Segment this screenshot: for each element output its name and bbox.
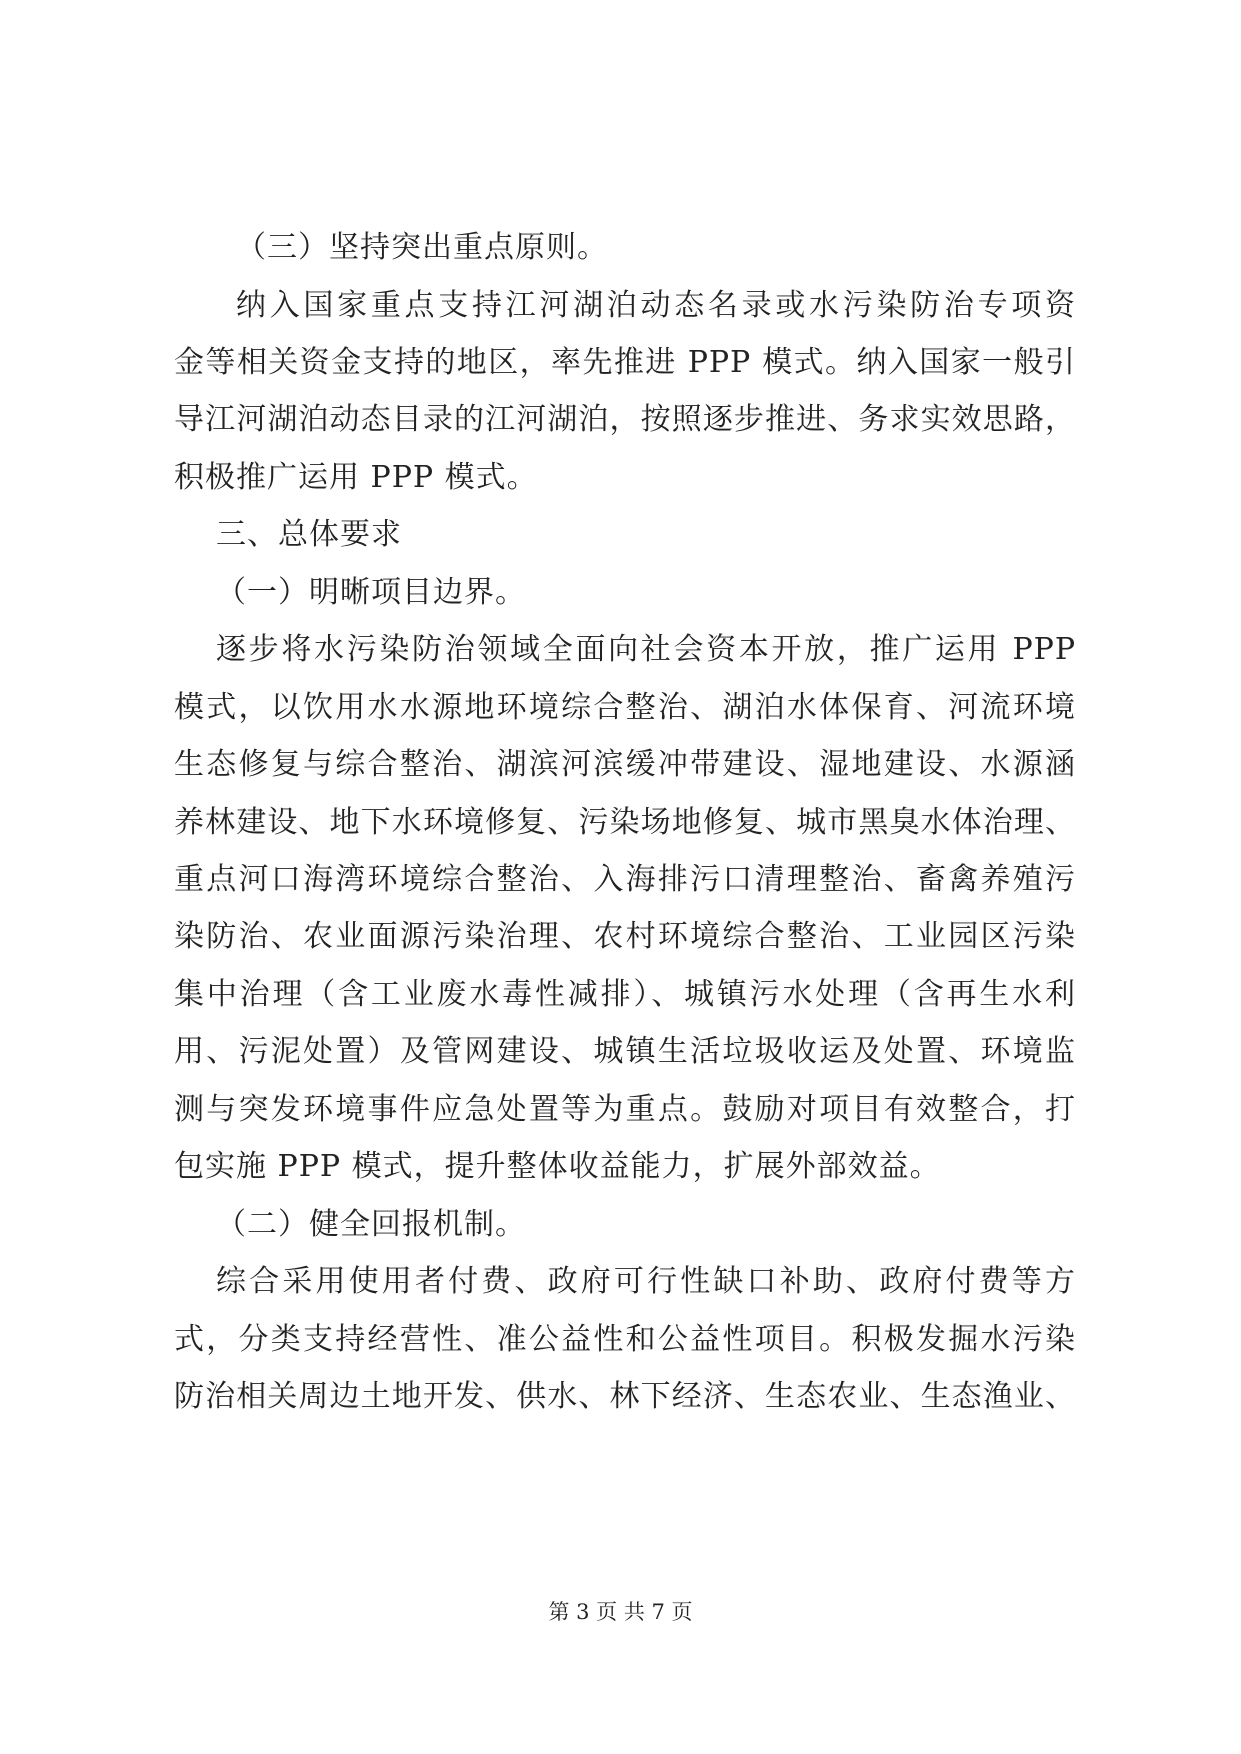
paragraph-line: 染防治、农业面源污染治理、农村环境综合整治、工业园区污染: [174, 919, 1076, 954]
paragraph-line: 综合采用使用者付费、政府可行性缺口补助、政府付费等方: [216, 1264, 1076, 1299]
paragraph-line: 纳入国家重点支持江河湖泊动态名录或水污染防治专项资: [236, 288, 1076, 323]
paragraph-line: 积极推广运用 PPP 模式。: [174, 460, 538, 495]
section-heading-2: （二）健全回报机制。: [216, 1207, 526, 1242]
paragraph-line: 养林建设、地下水环境修复、污染场地修复、城市黑臭水体治理、: [174, 805, 1076, 840]
page-number-footer: 第 3 页 共 7 页: [548, 1600, 693, 1624]
section-heading-main: 三、总体要求: [216, 517, 402, 552]
paragraph-line: 生态修复与综合整治、湖滨河滨缓冲带建设、湿地建设、水源涵: [174, 747, 1076, 782]
paragraph-line: 集中治理（含工业废水毒性减排）、城镇污水处理（含再生水利: [174, 977, 1076, 1012]
paragraph-line: 重点河口海湾环境综合整治、入海排污口清理整治、畜禽养殖污: [174, 862, 1076, 897]
paragraph-line: 式，分类支持经营性、准公益性和公益性项目。积极发掘水污染: [174, 1322, 1076, 1357]
paragraph-line: 防治相关周边土地开发、供水、林下经济、生态农业、生态渔业、: [174, 1379, 1076, 1414]
paragraph-line: 测与突发环境事件应急处置等为重点。鼓励对项目有效整合，打: [174, 1092, 1076, 1127]
section-heading-1: （一）明晰项目边界。: [216, 575, 526, 610]
paragraph-line: 金等相关资金支持的地区，率先推进 PPP 模式。纳入国家一般引: [174, 345, 1076, 380]
paragraph-line: 导江河湖泊动态目录的江河湖泊，按照逐步推进、务求实效思路，: [174, 402, 1076, 437]
paragraph-line: 用、污泥处置）及管网建设、城镇生活垃圾收运及处置、环境监: [174, 1034, 1076, 1069]
paragraph-line: 模式，以饮用水水源地环境综合整治、湖泊水体保育、河流环境: [174, 690, 1076, 725]
paragraph-line: 包实施 PPP 模式，提升整体收益能力，扩展外部效益。: [174, 1149, 941, 1184]
section-heading-3: （三）坚持突出重点原则。: [236, 230, 608, 265]
paragraph-line: 逐步将水污染防治领域全面向社会资本开放，推广运用 PPP: [216, 632, 1076, 667]
